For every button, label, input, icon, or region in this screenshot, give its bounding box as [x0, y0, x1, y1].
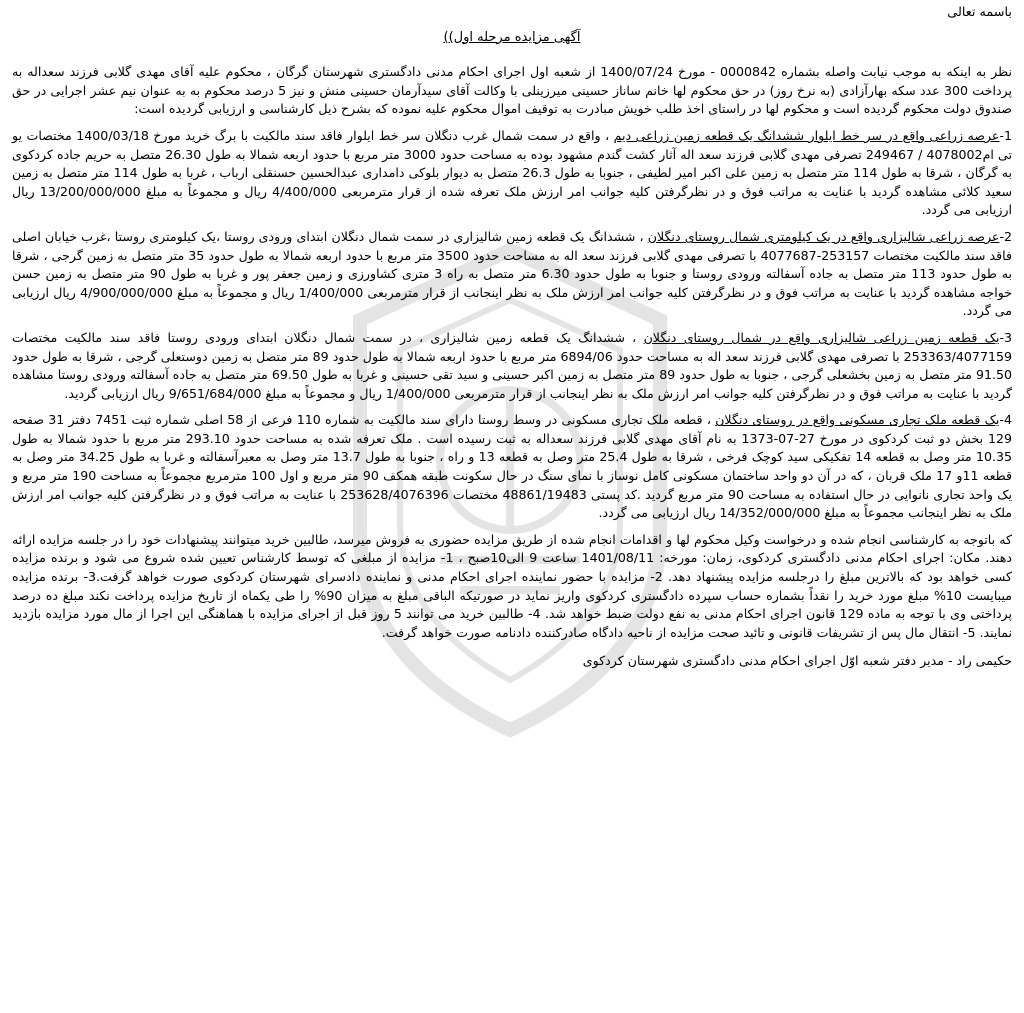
auction-conditions-paragraph: که باتوجه به کارشناسی انجام شده و درخواست وکیل محکوم لها و اقدامات انجام شده از طریق مزایده حضوری به فروش میرسد، طالبین خرید میتوانند پیشنهادات خود را در جلسه مزایده ارائه دهند. مکان: اجرای احکام مدنی دادگستری کردکوی، زمان: مورخه: 1401/08/11 ساعت 9 الی10صبح ، 1- مزایده از مبلغی که توسط کارشناس تعیین شده شروع می شود و برنده مزایده کسی خواهد بود که بالاترین مبلغ را درجلسه مزایده پیشنهاد دهد. 2- مزایده با حضور نماینده اجرای احکام مدنی و نماینده دادسرای شهرستان کردکوی صورت خواهد گرفت.3- برنده مزایده میبایست 10% مبلغ مورد خرید را نقداً بشماره حساب سپرده دادگستری کردکوی واریز نماید در صورتیکه الباقی مبلغ به میزان 90% را طی یکماه از تاریخ مزایده پرداخت نکند مبلغ ده درصد پرداختی وی با توجه به ماده 129 قانون اجرای احکام مدنی به نفع دولت ضبط خواهد شد. 4- طالبین خرید می توانند 5 روز قبل از اجرای مزایده با هماهنگی این اجرا از مال مورد مزایده بازدید نمایند. 5- انتقال مال پس از تشریفات قانونی و تائید صحت مزایده از ناحیه دادگاه صادرکننده دادنامه صورت خواهد گرفت.	[12, 531, 1013, 640]
bismillah-header: باسمه تعالی	[947, 5, 1012, 20]
property-item-1	[12, 127, 1012, 220]
intro-paragraph: نظر به اینکه به موجب نیابت واصله بشماره 0000842 - مورخ 1400/07/24 از شعبه اول اجرای احکام مدنی دادگستری شهرستان گرگان ، محکوم علیه آقای مهدی گلابی فرزند سعداله به پرداخت 300 عدد سکه بهارآزادی (به نرخ روز) در حق محکوم لها خانم ساناز حسینی میرزینلی با وکالت آقای سیدآرمان حسینی منش و نیز 5 درصد محکوم به به عنوان نیم عشر اجرایی در حق صندوق دولت محکوم گردیده است و محکوم لها در راستای اخذ طلب خویش مبادرت به توقیف اموال محکوم علیه نموده که بشرح ذیل کارشناسی و ارزیابی گردیده است:	[12, 64, 1013, 117]
item-body: ، قطعه ملک تجاری مسکونی در وسط روستا دارای سند مالکیت به شماره 110 فرعی از 58 اصلی شماره ثبت 7451 دفتر 31 صفحه 129 بخش دو ثبت کردکوی در مورخ 27-07-1373 به نام آقای مهدی گلابی فرزند سعداله به ثبت رسیده است . ملک تعرفه شده به مساحت حدود 293.10 متر مربع با حدود شمالا به طول 10.35 متر وصل به قطعه 14 تفکیکی سید کوچک فرخی ، شرقا به طول 25.4 متر وصل به قطعه 13 و راه ، جنوبا به طول 13.7 متر وصل به معبرآسفالته و غربا به طول 34.25 متر وصل به قطعه 11و 17 ملک قربان ، که در آن دو واحد ساختمان مسکونی کامل نوساز با نمای سنگ در حال سکونت طبقه همکف 90 متر مربع و اول 100 مترمربع مجموعاً به مساحت 190 متر مربع و یک واحد تجاری نانوایی در حال استفاده به مساحت 90 متر مربع گردید .کد پستی 48861/19483 مختصات 253628/4076396 با عنایت به مراتب فوق و در نظرگرفتن کلیه جوانب امر ارزش ملک به نظر اینجانب مجموعاً به مبلغ 14/352/000/000 ریال ارزیابی می گردد.	[12, 412, 1013, 521]
property-item-3	[12, 329, 1012, 403]
item-number: 4-	[999, 412, 1012, 428]
item-number: 2-	[999, 228, 1012, 244]
property-item-2	[12, 228, 1012, 321]
item-heading: یک قطعه زمین زراعی شالیزاری واقع در شمال روستای دنگلان	[643, 329, 1000, 345]
item-heading: یک قطعه ملک تجاری مسکونی واقع در روستای دنگلان	[715, 412, 1000, 428]
item-number: 1-	[999, 127, 1013, 143]
item-heading: عرصه زراعی واقع در سر خط ایلوار ششدانگ یک قطعه زمین زراعی دیم	[613, 127, 1000, 143]
item-heading: عرصه زراعی شالیزاری واقع در یک کیلومتری شمال روستای دنگلان	[647, 228, 1000, 244]
item-number: 3-	[999, 329, 1012, 345]
item-body: ، واقع در سمت شمال غرب دنگلان سر خط ایلوار فاقد سند مالکیت با برگ خرید مورخ 1400/03/18 مختصات یو تی ام4078002 / 249467 تصرفی مهدی گلابی فرزند سعد اله آثار کشت گندم مشهود بوده به مساحت حدود 3000 متر مربع با حدود اربعه شمالا به طول 26.30 متصل به حریم جاده کردکوی به گرگان ، شرقا به طول 114 متر متصل به زمین علی اکبر امیر لطیفی ، جنوبا به طول 26.3 متصل به دیوار بلوکی دامداری عبدالحسین حسنقلی ارباب ، غربا به طول 114 متر متصل به زمین سعید کلائی مشاهده گردید با عنایت به مراتب فوق و در نظرگرفتن کلیه جوانب امر ارزش ملک تعرفه شده از قرار مترمربعی 4/400/000 ریال و مجموعاً به مبلغ 13/200/000/000 ریال ارزیابی می گردد.	[12, 127, 1012, 218]
signature-line: حکیمی راد - مدیر دفتر شعبه اوّل اجرای احکام مدنی دادگستری شهرستان کردکوی	[582, 653, 1012, 669]
notice-title-text: آگهی مزایده مرحله اول))	[443, 29, 581, 45]
property-item-4	[12, 411, 1012, 523]
item-body: ، ششدانگ یک قطعه زمین شالیزاری ، در سمت شمال دنگلان ابتدای ورودی روستا فاقد سند مالکیت مختصات 253363/4077159 با تصرفی مهدی گلابی فرزند سعد اله به مساحت حدود 6894/06 متر مربع با حدود اربعه شمالا به طول حدود 89 متر متصل به زمین دوستعلی گرجی ، شرقا به طول حدود 91.50 متر متصل به زمین بخشعلی گرجی ، جنوبا به طول حدود 89 متر متصل به زمین اکبر حسینی و سید تقی حسینی و غربا به طول 69.50 متر متصل به جاده آسفالته ورودی روستا مشاهده گردید با عنایت به مراتب فوق و در نظرگرفتن کلیه جوانب امر ارزش ملک به نظر اینجانب از قرار مترمربعی 1/400/000 ریال و مجموعاً به مبلغ 9/651/684/000 ریال ارزیابی گردید.	[12, 329, 1012, 401]
item-body: ، ششدانگ یک قطعه زمین شالیزاری در سمت شمال دنگلان ابتدای ورودی روستا ،یک کیلومتری روستا ،غرب خیابان اصلی فاقد سند مالکیت مختصات 253157-4077687 با تصرفی مهدی گلابی فرزند سعد اله به مساحت حدود 3500 متر مربع با حدود اربعه شمالا به طول حدود 35 متر متصل به زمین گرجی ، شرقا به طول حدود 113 متر متصل به جاده آسفالته ورودی روستا و جنوبا به طول حدود 6.30 متر متصل به راه 3 متری کشاورزی و زمین جعفر پور و غربا به طول 90 متر متصل به زمین حسن خواجه مشاهده گردید با عنایت به مراتب فوق و در نظرگرفتن کلیه جوانب امر ارزش ملک به نظر اینجانب از قرار مترمربعی 1/400/000 ریال و مجموعاً به مبلغ 4/900/000/000 ریال ارزیابی می گردد.	[12, 228, 1013, 319]
notice-title	[12, 29, 1012, 48]
